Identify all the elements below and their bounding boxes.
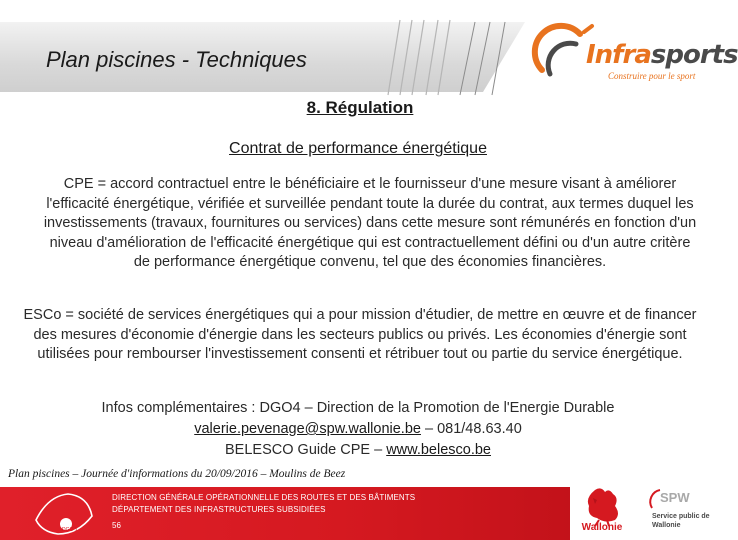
spw-label: SPW: [660, 490, 690, 505]
infos-line: Infos complémentaires : DGO4 – Direction de la Promotion de l'Energie Durable: [101, 400, 615, 416]
header: [0, 0, 738, 95]
infos-block: [0, 398, 716, 461]
footer-dept-line1: DIRECTION GÉNÉRALE OPÉRATIONNELLE DES ROUTES ET DES BÂTIMENTS: [112, 493, 416, 502]
belesco-line: [0, 440, 716, 461]
phone-number: – 081/48.63.40: [420, 421, 522, 437]
dgo-badge-label: DGO 1: [62, 527, 78, 533]
spw-sublabel: Service public de Wallonie: [652, 513, 710, 529]
page-title: Plan piscines - Techniques: [46, 47, 307, 72]
contact-line: [0, 419, 716, 440]
footer-caption: Plan piscines – Journée d'informations du 20/09/2016 – Moulins de Beez: [8, 468, 346, 480]
logo-tagline: Construire pour le sport: [608, 71, 696, 81]
cpe-paragraph: CPE = accord contractuel entre le bénéficiaire et le fournisseur d'une mesure visant à améliorer l'efficacité énergétique, vérifiée et surveillée pendant toute la durée du contrat, aux termes duquel les investissements (travaux, fournitures ou services) dans cette mesure sont rémunérés en fonction d'un niveau d'amélioration de l'efficacité énergétique qui est contractuellement défini ou d'un autre critère de performance énergétique convenu, tel que des économies financières.: [43, 176, 697, 270]
section-heading: 8. Régulation: [306, 98, 414, 117]
footer-dept-line2: DÉPARTEMENT DES INFRASTRUCTURES SUBSIDIÉES: [112, 505, 326, 514]
subheading: Contrat de performance énergétique: [229, 140, 487, 157]
wallonie-label: Wallonie: [581, 522, 623, 533]
header-decor-lines: [380, 0, 540, 95]
belesco-prefix: BELESCO Guide CPE –: [225, 442, 387, 458]
logo-name-part1: Infra: [586, 40, 651, 70]
esco-paragraph: ESCo = société de services énergétiques qui a pour mission d'étudier, de mettre en œuvre et de financer des mesures d'économie d'énergie dans les secteurs publics ou privés. Les économies d'énergie sont utilisées pour rembourser l'investissement consenti et rétribuer tout ou partie du service énergétique.: [23, 307, 697, 362]
infrasports-logo-text: [586, 40, 738, 70]
logo-name-part2: sports: [650, 40, 738, 70]
belesco-link[interactable]: www.belesco.be: [386, 442, 491, 458]
page-number: 56: [112, 521, 121, 530]
email-link[interactable]: valerie.pevenage@spw.wallonie.be: [194, 421, 421, 437]
